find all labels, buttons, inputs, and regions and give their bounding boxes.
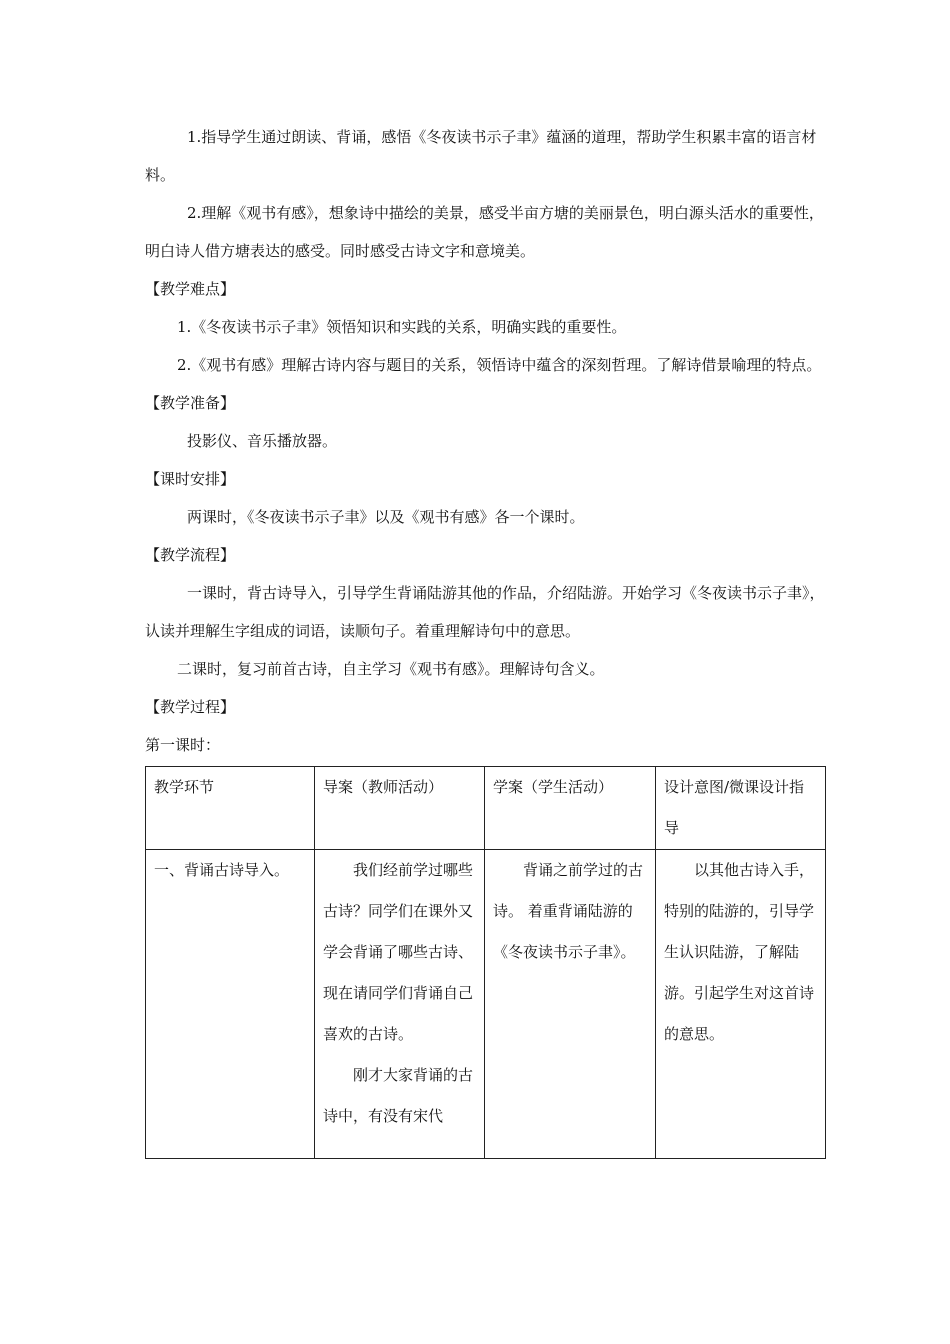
schedule-heading: 【课时安排】: [145, 470, 236, 488]
preparation-text: 投影仪、音乐播放器。: [187, 432, 338, 450]
teacher-paragraph-2: 刚才大家背诵的古诗中，有没有宋代: [323, 1066, 474, 1125]
flow-heading: 【教学流程】: [145, 546, 236, 564]
lesson-label: 第一课时：: [145, 736, 221, 754]
header-teacher: 导案（教师活动）: [315, 767, 485, 850]
difficulty-1: 1.《冬夜读书示子聿》领悟知识和实践的关系，明确实践的重要性。: [177, 318, 627, 336]
process-heading: 【教学过程】: [145, 698, 236, 716]
objective-1: 1.指导学生通过朗读、背诵，感悟《冬夜读书示子聿》蕴涵的道理，帮助学生积累丰富的语言材料。: [145, 128, 817, 184]
student-paragraph: 背诵之前学过的古诗。 着重背诵陆游的《冬夜读书示子聿》。: [493, 861, 644, 961]
schedule-text: 两课时，《冬夜读书示子聿》以及《观书有感》各一个课时。: [187, 508, 585, 526]
difficulty-2: 2.《观书有感》理解古诗内容与题目的关系，领悟诗中蕴含的深刻哲理。了解诗借景喻理的特点。: [177, 356, 822, 374]
table-header-row: [146, 767, 826, 850]
preparation-heading: 【教学准备】: [145, 394, 236, 412]
header-stage: 教学环节: [146, 767, 315, 850]
lesson-table: [145, 766, 826, 1159]
difficulties-heading: 【教学难点】: [145, 280, 236, 298]
cell-teacher: [315, 850, 485, 1159]
header-student: 学案（学生活动）: [485, 767, 656, 850]
table-row: [146, 850, 826, 1159]
flow-item-1: 一课时，背古诗导入，引导学生背诵陆游其他的作品，介绍陆游。开始学习《冬夜读书示子聿》，认读并理解生字组成的词语，读顺句子。着重理解诗句中的意思。: [145, 584, 825, 640]
document-page: [145, 118, 825, 1159]
cell-design: [656, 850, 826, 1159]
design-paragraph: 以其他古诗入手，特别的陆游的，引导学生认识陆游，了解陆游。引起学生对这首诗的意思。: [664, 861, 815, 1043]
teacher-paragraph-1: 我们经前学过哪些古诗？同学们在课外又学会背诵了哪些古诗、现在请同学们背诵自己喜欢的古诗。: [323, 861, 474, 1043]
header-design: 设计意图/微课设计指导: [656, 767, 826, 850]
flow-item-2: 二课时，复习前首古诗，自主学习《观书有感》。理解诗句含义。: [177, 660, 605, 678]
cell-stage: 一、背诵古诗导入。: [146, 850, 315, 1159]
cell-student: [485, 850, 656, 1159]
objective-2: 2.理解《观书有感》，想象诗中描绘的美景，感受半亩方塘的美丽景色，明白源头活水的重要性，明白诗人借方塘表达的感受。同时感受古诗文字和意境美。: [145, 204, 824, 260]
